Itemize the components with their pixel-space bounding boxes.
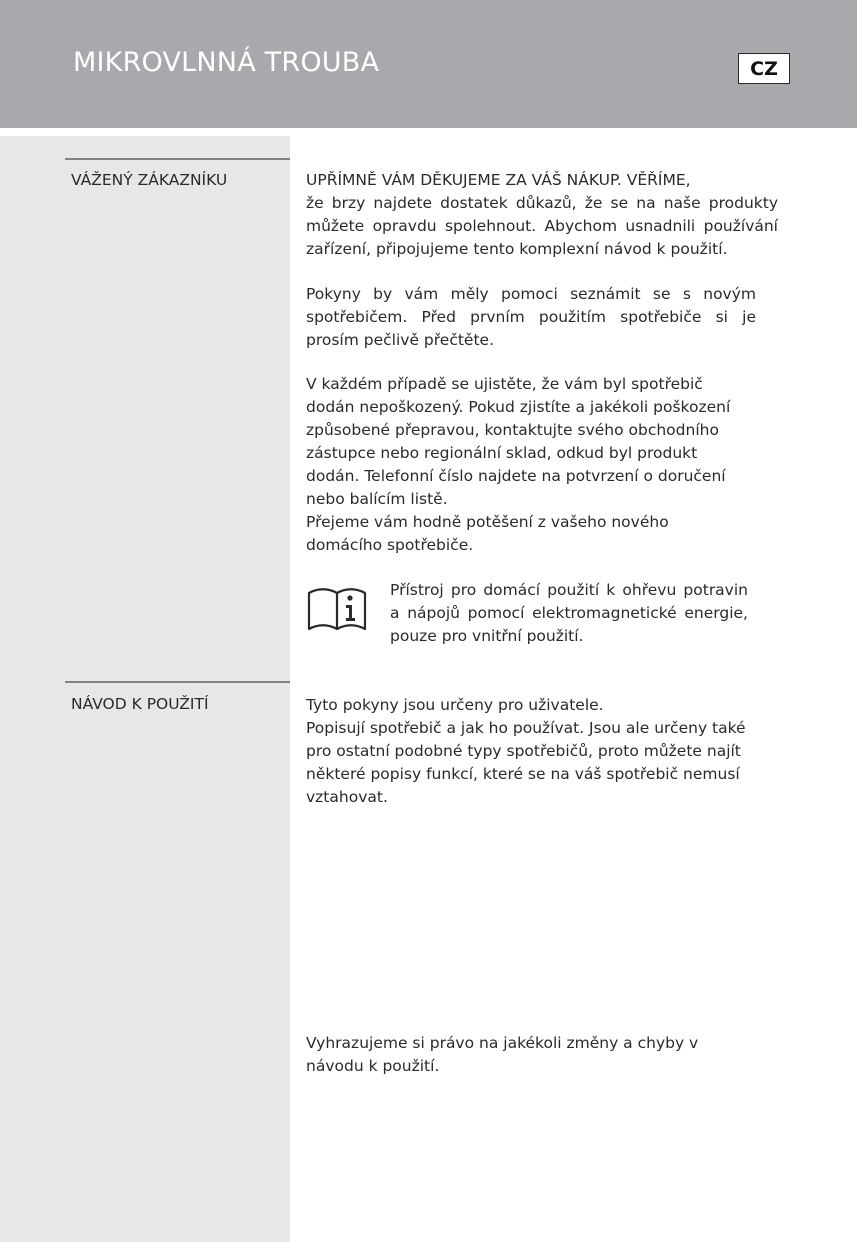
section-divider-customer xyxy=(65,158,290,160)
customer-intro-paragraph xyxy=(306,169,778,261)
customer-intro-body: že brzy najdete dostatek důkazů, že se na naše produkty můžete opravdu spolehnout. Abychom usnadnili používání zařízení, připojujeme tento komplexní návod k použití. xyxy=(306,194,778,258)
manual-body: Popisují spotřebič a jak ho používat. Jsou ale určeny také pro ostatní podobné typy spotřebičů, proto můžete najít některé popisy funkcí, které se na váš spotřebič nemusí vztahovat. xyxy=(306,719,746,806)
section-label-customer: VÁŽENÝ ZÁKAZNÍKU xyxy=(71,171,228,189)
section-label-manual: NÁVOD K POUŽITÍ xyxy=(71,695,209,713)
info-book-icon xyxy=(306,585,368,631)
document-title: MIKROVLNNÁ TROUBA xyxy=(73,47,380,78)
sidebar xyxy=(0,136,290,1242)
disclaimer-paragraph: Vyhrazujeme si právo na jakékoli změny a chyby v návodu k použití. xyxy=(306,1034,699,1075)
section-divider-manual xyxy=(65,681,290,683)
page-header xyxy=(0,0,857,128)
customer-paragraph-3: V každém případě se ujistěte, že vám byl spotřebič dodán nepoškozený. Pokud zjistíte a jakékoli poškození způsobené přepravou, kontaktujte svého obchodního zástupce nebo regionální sklad, odkud byl produkt dodán. Telefonní číslo najdete na potvrzení o doručení nebo balícím listě. xyxy=(306,375,731,508)
customer-intro-lead: UPŘÍMNĚ VÁM DĚKUJEME ZA VÁŠ NÁKUP. VĚŘÍME, xyxy=(306,171,691,189)
customer-paragraph-4: Přejeme vám hodně potěšení z vašeho nového domácího spotřebiče. xyxy=(306,513,669,554)
manual-paragraph xyxy=(306,694,758,809)
intended-use-notice: Přístroj pro domácí použití k ohřevu potravin a nápojů pomocí elektromagnetické energie, pouze pro vnitřní použití. xyxy=(390,581,748,645)
customer-paragraph-2: Pokyny by vám měly pomoci seznámit se s novým spotřebičem. Před prvním použitím spotřebiče si je prosím pečlivě přečtěte. xyxy=(306,285,756,349)
manual-lead: Tyto pokyny jsou určeny pro uživatele. xyxy=(306,696,604,714)
language-badge: CZ xyxy=(738,53,790,84)
